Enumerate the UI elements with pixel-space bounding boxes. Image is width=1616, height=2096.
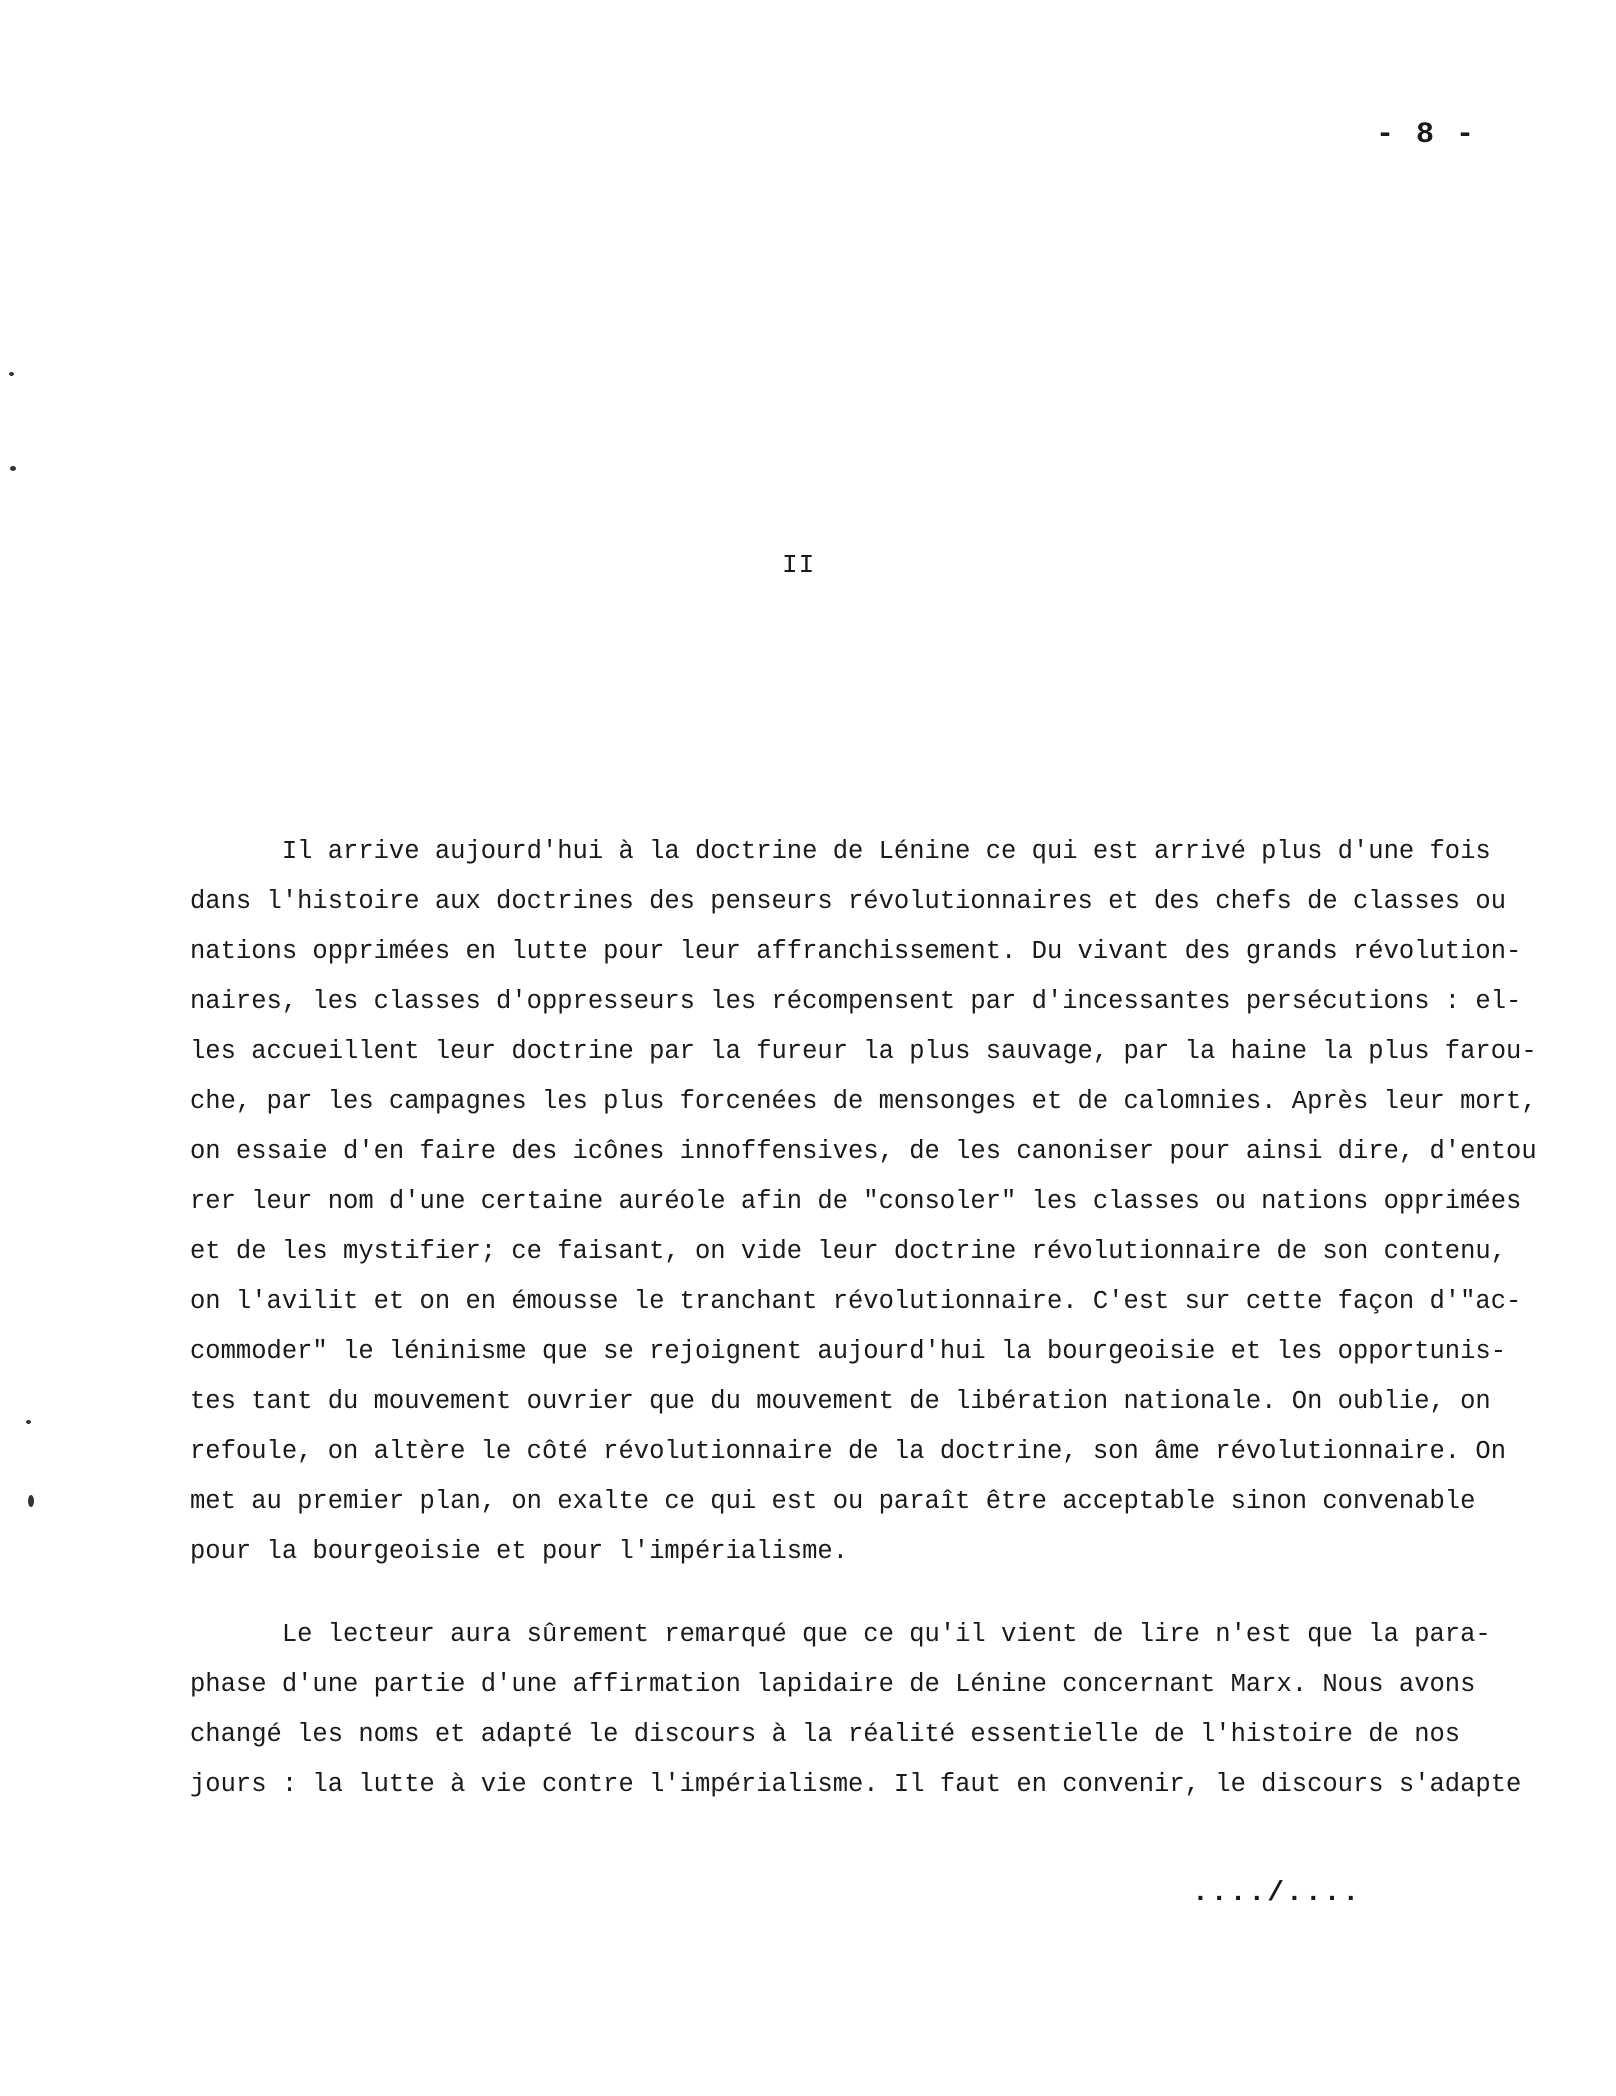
continuation-mark: ..../.... — [1192, 1878, 1362, 1909]
page-number: - 8 - — [1376, 118, 1477, 152]
scan-speck — [10, 466, 16, 471]
text-line: et de les mystifier; ce faisant, on vide leur doctrine révolutionnaire de son contenu, — [190, 1237, 1507, 1266]
scan-speck — [9, 372, 14, 376]
text-line: refoule, on altère le côté révolutionnaire de la doctrine, son âme révolutionnaire. On — [190, 1437, 1507, 1466]
text-line: on l'avilit et on en émousse le tranchant révolutionnaire. C'est sur cette façon d'"ac- — [190, 1287, 1522, 1316]
scan-speck — [28, 1495, 34, 1507]
text-line: tes tant du mouvement ouvrier que du mouvement de libération nationale. On oublie, on — [190, 1387, 1491, 1416]
text-line: dans l'histoire aux doctrines des penseurs révolutionnaires et des chefs de classes ou — [190, 887, 1507, 916]
scan-speck — [26, 1420, 31, 1424]
text-line: les accueillent leur doctrine par la fureur la plus sauvage, par la haine la plus farou- — [190, 1037, 1537, 1066]
text-line: naires, les classes d'oppresseurs les récompensent par d'incessantes persécutions : el- — [190, 987, 1522, 1016]
text-line: che, par les campagnes les plus forcenées de mensonges et de calomnies. Après leur mort, — [190, 1087, 1537, 1116]
text-line: Le lecteur aura sûrement remarqué que ce qu'il vient de lire n'est que la para- — [190, 1620, 1491, 1649]
text-line: changé les noms et adapté le discours à la réalité essentielle de l'histoire de nos — [190, 1720, 1461, 1749]
text-line: commoder" le léninisme que se rejoignent aujourd'hui la bourgeoisie et les opportunis- — [190, 1337, 1507, 1366]
section-heading: II — [782, 550, 816, 580]
text-line: pour la bourgeoisie et pour l'impérialisme. — [190, 1537, 849, 1566]
paragraph-1 — [190, 827, 1570, 1577]
text-line: jours : la lutte à vie contre l'impérialisme. Il faut en convenir, le discours s'adapte — [190, 1770, 1522, 1799]
text-line: rer leur nom d'une certaine auréole afin de "consoler" les classes ou nations opprimées — [190, 1187, 1522, 1216]
text-line: phase d'une partie d'une affirmation lapidaire de Lénine concernant Marx. Nous avons — [190, 1670, 1476, 1699]
text-line: Il arrive aujourd'hui à la doctrine de Lénine ce qui est arrivé plus d'une fois — [190, 837, 1491, 866]
paragraph-2 — [190, 1610, 1570, 1810]
text-line: on essaie d'en faire des icônes innoffensives, de les canoniser pour ainsi dire, d'entou — [190, 1137, 1537, 1166]
text-line: met au premier plan, on exalte ce qui est ou paraît être acceptable sinon convenable — [190, 1487, 1476, 1516]
text-line: nations opprimées en lutte pour leur affranchissement. Du vivant des grands révolution- — [190, 937, 1522, 966]
